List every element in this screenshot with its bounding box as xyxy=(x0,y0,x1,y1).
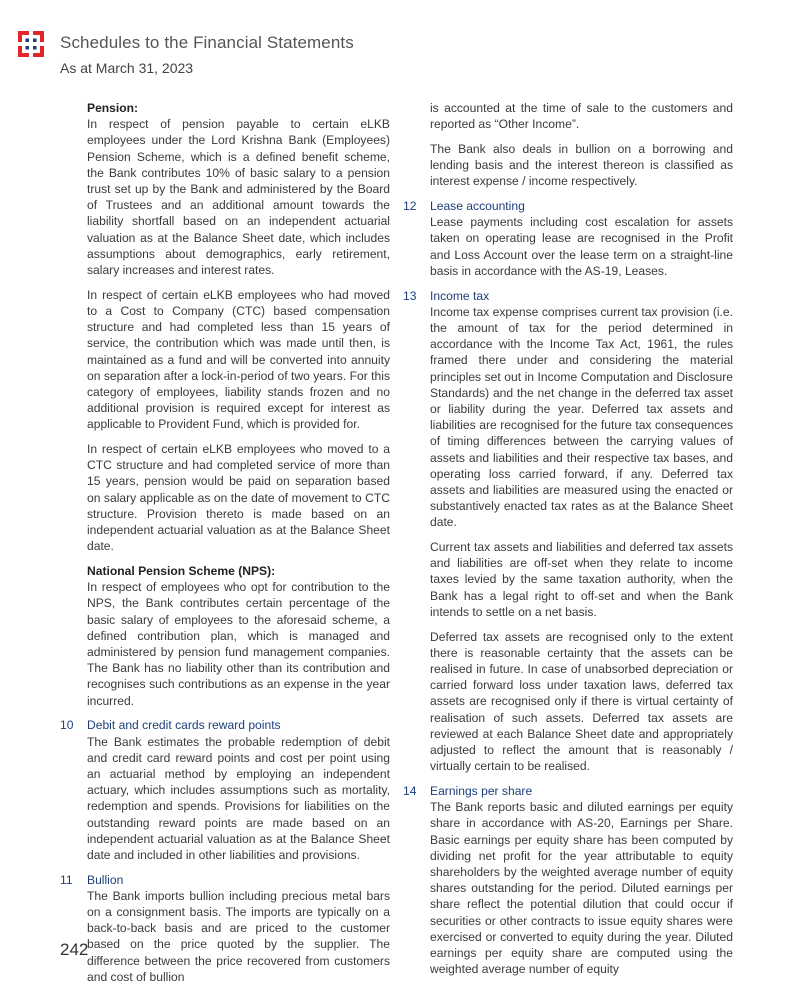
nps-heading: National Pension Scheme (NPS): xyxy=(87,563,276,578)
section-paragraph: Current tax assets and liabilities and deferred tax assets and liabilities are off-set when they relate to income taxes levied by the same taxation authority, when the Bank has a legal right to off-set and when the Bank intends to settle on a net basis. xyxy=(430,540,733,619)
section-heading: Debit and credit cards reward points xyxy=(87,718,281,733)
page-subtitle: As at March 31, 2023 xyxy=(60,60,194,76)
pension-paragraph-1: In respect of pension payable to certain eLKB employees under the Lord Krishna Bank (Employees) Pension Scheme, which is a defined benefit scheme, the Bank contributes 10% of basic salary to a pension trust set up by the Bank and administered by the Board of Trustees and an additional amount towards the liability shortfall based on an independent actuarial valuation as at the Balance Sheet date, which includes assumptions about demographics, early retirement, salary increases and interest rates. xyxy=(87,117,390,278)
section-14 xyxy=(403,783,733,986)
section-heading: Bullion xyxy=(87,872,124,887)
nps-paragraph-1: In respect of employees who opt for contribution to the NPS, the Bank contributes certain percentage of the basic salary of employees to the aforesaid scheme, a defined contribution plan, which is managed and administered by pension fund management companies. The Bank has no liability other than its contribution and recognises such contributions as an expense in the year incurred. xyxy=(87,580,390,708)
section-paragraph: The Bank imports bullion including precious metal bars on a consignment basis. The imports are typically on a back-to-back basis and are priced to the customer based on the price quoted by the supplier. The difference between the price recovered from customers and cost of bullion xyxy=(87,888,390,984)
nps-section xyxy=(60,563,390,709)
section-heading: Lease accounting xyxy=(430,199,525,214)
pension-section xyxy=(60,100,390,554)
section-paragraph: The Bank estimates the probable redemption of debit and credit card reward points and cost per point using an actuarial method by employing an independent actuary, which includes assumptions such as mortality, redemption and spends. Provisions for liabilities on the outstanding reward points are made based on an independent actuarial valuation as at the Balance Sheet date and included in other liabilities and provisions. xyxy=(87,734,390,862)
page-number: 242 xyxy=(60,940,89,959)
section-13 xyxy=(403,288,733,783)
page-title: Schedules to the Financial Statements xyxy=(60,33,354,52)
bank-logo xyxy=(18,31,44,57)
section-number: 13 xyxy=(403,288,417,303)
section-heading: Earnings per share xyxy=(430,783,533,798)
bullion-continued xyxy=(403,100,733,190)
section-heading: Income tax xyxy=(430,288,490,303)
pension-paragraph-2: In respect of certain eLKB employees who had moved to a Cost to Company (CTC) based compensation structure and had completed less than 15 years of service, the contribution which was made until then, is maintained as a fund and will be converted into annuity on separation after a lock-in-period of two years. For this category of employees, liability stands frozen and no additional provision is required except for interest as applicable to Provident Fund, which is provided for. xyxy=(87,287,390,432)
pension-heading: Pension: xyxy=(87,101,139,115)
section-11 xyxy=(60,872,390,994)
right-column xyxy=(403,100,733,986)
section-paragraph: The Bank reports basic and diluted earnings per equity share in accordance with AS-20, Earnings per Share. Basic earnings per equity share has been computed by dividing net profit for the year attributable to equity shareholders by the weighted average number of equity shares outstanding for the period. Diluted earnings per share reflect the potential dilution that could occur if securities or other contracts to issue equity shares were exercised or converted to equity during the year. Diluted earnings per equity share are computed using the weighted average number of equity xyxy=(430,800,733,977)
section-number: 11 xyxy=(60,872,73,887)
section-paragraph: The Bank also deals in bullion on a borrowing and lending basis and the interest thereon is classified as interest expense / income respectively. xyxy=(430,141,733,189)
section-10 xyxy=(60,717,390,871)
section-paragraph: is accounted at the time of sale to the customers and reported as “Other Income”. xyxy=(430,101,733,132)
section-paragraph: Lease payments including cost escalation for assets taken on operating lease are recognised in the Profit and Loss Account over the lease term on a straight-line basis in accordance with the AS-19, Leases. xyxy=(430,215,733,278)
section-number: 14 xyxy=(403,783,417,798)
section-paragraph: Income tax expense comprises current tax provision (i.e. the amount of tax for the period determined in accordance with the Income Tax Act, 1961, the rules framed there under and considering the material principles set out in Income Computation and Disclosure Standards) and the net change in the deferred tax asset or liability during the year. Deferred tax assets and liabilities are recognised for the future tax consequences of timing differences between the carrying values of assets and liabilities and their respective tax bases, and operating loss carried forward, if any. Deferred tax assets and liabilities are measured using the enacted or substantively enacted tax rates as at the Balance Sheet date. xyxy=(430,304,733,530)
section-number: 12 xyxy=(403,199,417,214)
pension-paragraph-3: In respect of certain eLKB employees who moved to a CTC structure and had completed service of more than 15 years, pension would be paid on separation based on salary applicable as on the date of movement to CTC structure. Provision thereto is made based on an independent actuarial valuation as at the Balance Sheet date. xyxy=(87,442,390,554)
section-paragraph: Deferred tax assets are recognised only to the extent there is reasonable certainty that the assets can be realised in future. In case of unabsorbed depreciation or carried forward loss under taxation laws, deferred tax assets are recognised only if there is virtual certainty of realisation of such assets. Deferred tax assets are reviewed at each Balance Sheet date and appropriately adjusted to reflect the amount that is reasonably / virtually certain to be realised. xyxy=(430,629,733,774)
left-column xyxy=(60,100,390,994)
section-number: 10 xyxy=(60,718,74,733)
section-12 xyxy=(403,198,733,288)
